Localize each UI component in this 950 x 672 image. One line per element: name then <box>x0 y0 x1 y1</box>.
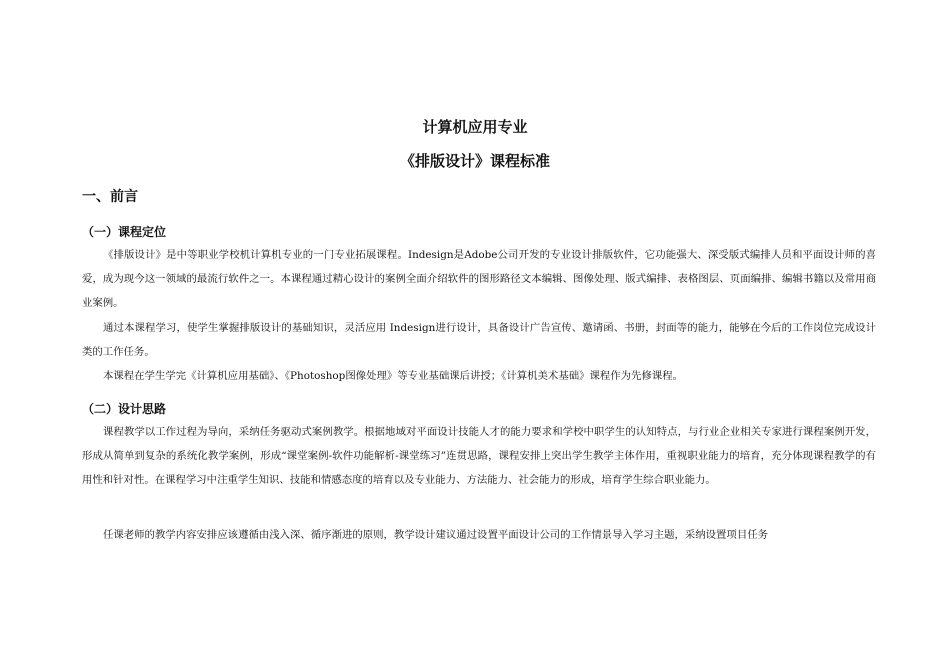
document-title-major: 计算机应用专业 <box>422 118 528 136</box>
subsection-heading-design-approach: （二）设计思路 <box>82 402 167 416</box>
section-heading-preface: 一、前言 <box>82 189 138 205</box>
document-title-course: 《排版设计》课程标准 <box>399 152 550 170</box>
paragraph-course-positioning-2: 通过本课程学习，使学生掌握排版设计的基础知识，灵活应用 Indesign进行设计，具备设计广告宣传、邀请函、书册，封面等的能力，能够在今后的工作岗位完成设计类的工作任务。 <box>82 322 876 359</box>
subsection-heading-course-positioning: （一）课程定位 <box>82 225 167 239</box>
paragraph-course-positioning-3: 本课程在学生学完《计算机应用基础》、《Photoshop图像处理》等专业基础课后讲授；《计算机美术基础》课程作为先修课程。 <box>103 370 684 382</box>
paragraph-design-approach-2: 任课老师的教学内容安排应该遵循由浅入深、循序渐进的原则，教学设计建议通过设置平面设计公司的工作情景导入学习主题，采纳设置项目任务 <box>103 529 768 541</box>
paragraph-design-approach-1: 课程教学以工作过程为导向，采纳任务驱动式案例教学。根据地域对平面设计技能人才的能力要求和学校中职学生的认知特点，与行业企业相关专家进行课程案例开发，形成从简单到复杂的系统化教学案例，形成“课堂案例-软件功能解析-课堂练习”连贯思路，课程安排上突出学生教学主体作用，重视职业能力的培育，充分体现课程教学的有用性和针对性。在课程学习中注重学生知识、技能和情感态度的培育以及专业能力、方法能力、社会能力的形成，培育学生综合职业能力。 <box>82 426 876 487</box>
paragraph-course-positioning-1: 《排版设计》是中等职业学校机计算机专业的一门专业拓展课程。Indesign是Adobe公司开发的专业设计排版软件，它功能强大、深受版式编排人员和平面设计师的喜爱，成为现今这一领域的最流行软件之一。本课程通过精心设计的案例全面介绍软件的图形路径文本编辑、图像处理、版式编排、表格图层、页面编排、编辑书籍以及常用商业案例。 <box>82 249 876 310</box>
